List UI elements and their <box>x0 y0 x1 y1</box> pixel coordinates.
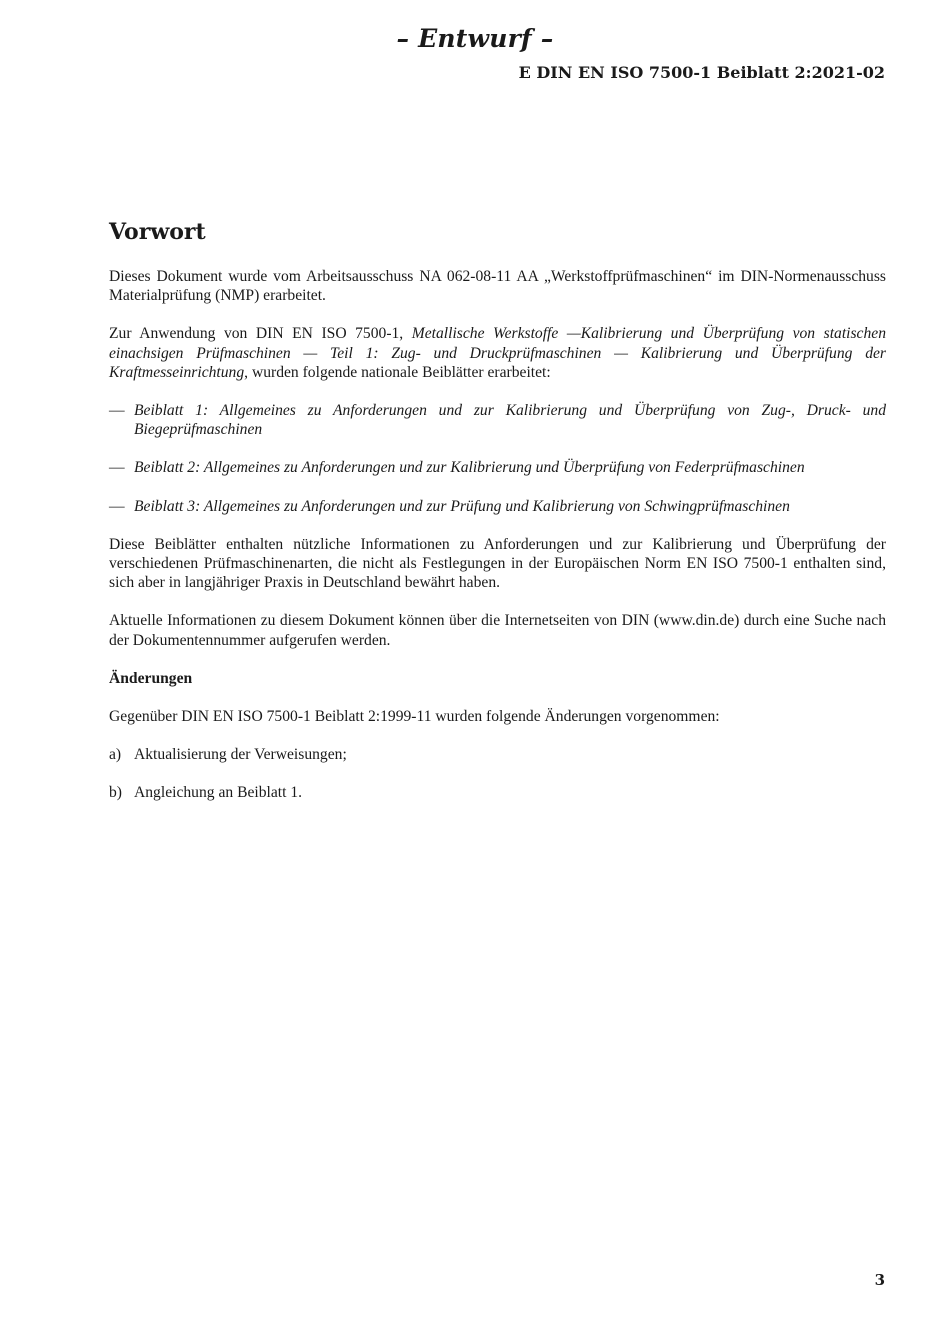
change-text: Angleichung an Beiblatt 1. <box>134 784 303 802</box>
change-text: Aktualisierung der Verweisungen; <box>134 746 347 764</box>
item-marker: a) <box>109 746 122 764</box>
dash-marker: — <box>109 459 125 477</box>
list-item <box>109 497 886 516</box>
foreword-section <box>109 218 886 822</box>
list-item <box>109 401 886 439</box>
supplement-list <box>109 401 886 516</box>
paragraph-application <box>109 324 886 382</box>
list-item <box>109 458 886 477</box>
list-item <box>109 783 886 802</box>
standard-title: Metallische Werkstoffe —Kalibrierung und Überprüfung von statischen einachsigen Prüfmaschinen — Teil 1: Zug- und Druckprüfmaschinen — Kalibrierung und Überprüfung der Kraftmesseinrichtung <box>109 325 886 381</box>
changes-intro: Gegenüber DIN EN ISO 7500-1 Beiblatt 2:1999-11 wurden folgende Änderungen vorgenommen: <box>109 708 720 726</box>
dash-marker: — <box>109 402 125 420</box>
application-lead: Zur Anwendung von DIN EN ISO 7500-1, <box>109 325 412 343</box>
supplement-text: Beiblatt 2: Allgemeines zu Anforderungen und zur Kalibrierung und Überprüfung von Federprüfmaschinen <box>134 459 805 477</box>
changes-title: Änderungen <box>109 669 193 687</box>
paragraph-committee: Dieses Dokument wurde vom Arbeitsausschuss NA 062-08-11 AA „Werkstoffprüfmaschinen“ im DIN-Normenausschuss Materialprüfung (NMP) erarbeitet. <box>109 268 886 305</box>
draft-banner: – Entwurf – <box>396 24 554 53</box>
supplement-text: Beiblatt 1: Allgemeines zu Anforderungen und zur Kalibrierung und Überprüfung von Zug-, Druck- und Biegeprüfmaschinen <box>134 402 886 439</box>
changes-list <box>109 745 886 802</box>
paragraph-online-info: Aktuelle Informationen zu diesem Dokument können über die Internetseiten von DIN (www.din.de) durch eine Suche nach der Dokumentennummer aufgerufen werden. <box>109 612 886 649</box>
page-number: 3 <box>874 1271 885 1289</box>
section-title: Vorwort <box>109 219 206 245</box>
list-item <box>109 745 886 764</box>
paragraph-supplements-info: Diese Beiblätter enthalten nützliche Informationen zu Anforderungen und zur Kalibrierung und Überprüfung der verschiedenen Prüfmaschinenarten, die nicht als Festlegungen in der Europäischen Norm EN ISO 7500-1 enthalten sind, sich aber in langjähriger Praxis in Deutschland bewährt haben. <box>109 535 886 592</box>
item-marker: b) <box>109 784 122 802</box>
document-code: E DIN EN ISO 7500-1 Beiblatt 2:2021-02 <box>518 63 885 82</box>
supplement-text: Beiblatt 3: Allgemeines zu Anforderungen und zur Prüfung und Kalibrierung von Schwingprüfmaschinen <box>134 497 790 515</box>
dash-marker: — <box>109 497 125 515</box>
application-tail: , wurden folgende nationale Beiblätter erarbeitet: <box>244 363 551 381</box>
